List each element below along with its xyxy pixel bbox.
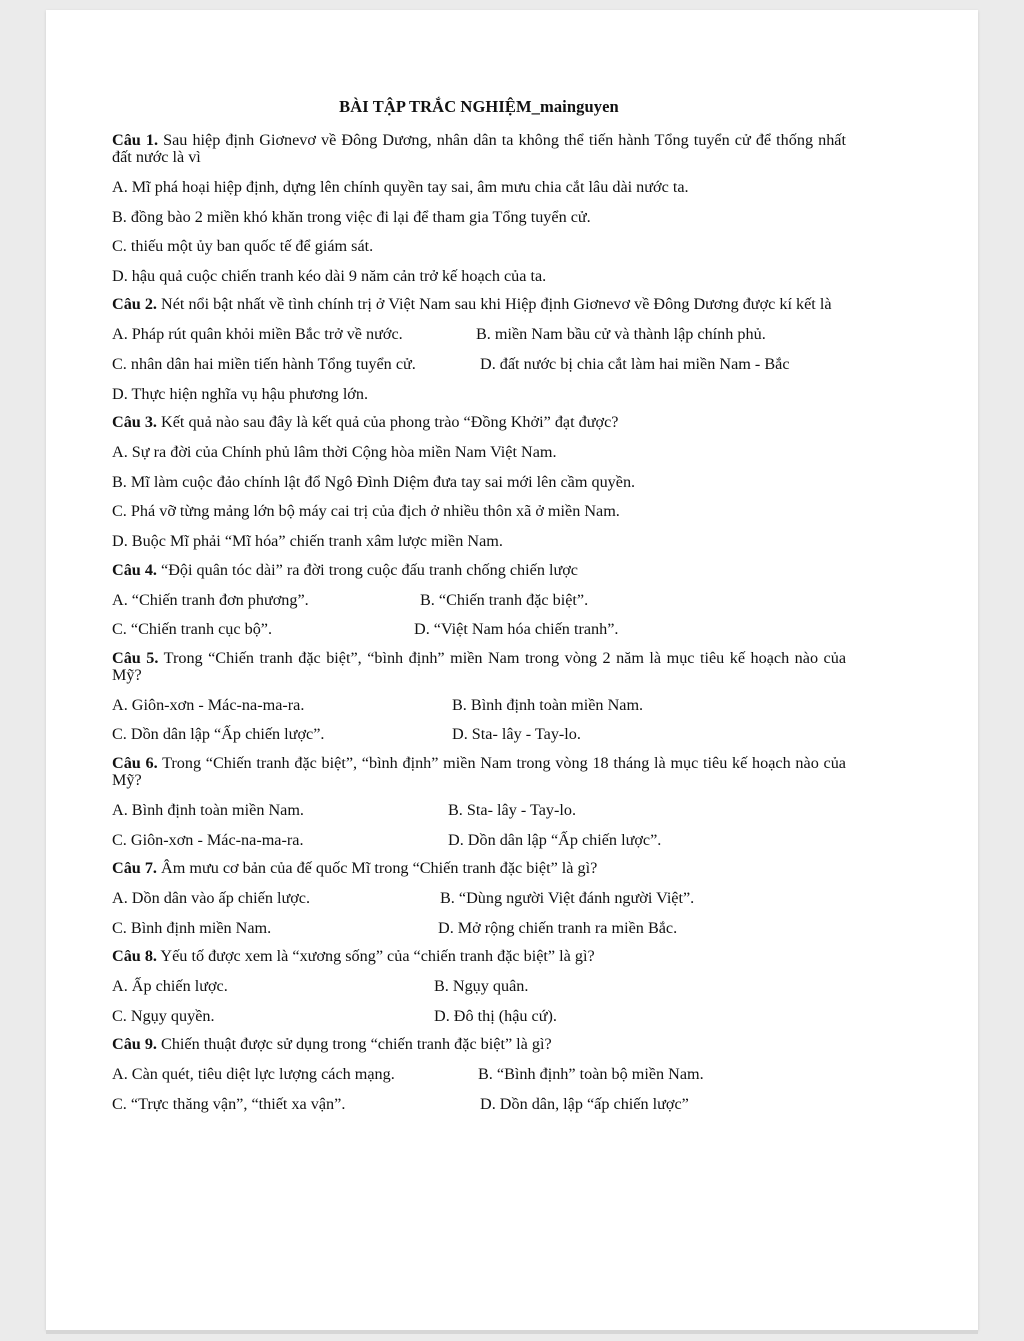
option-d: D. Dồn dân lập “Ấp chiến lược”. [448, 830, 662, 849]
option-c: C. “Trực thăng vận”, “thiết xa vận”. [112, 1095, 346, 1114]
question-6 [112, 755, 846, 789]
option-b: B. “Bình định” toàn bộ miền Nam. [478, 1065, 704, 1084]
page-bottom-edge [46, 1330, 978, 1334]
option-c: C. Bình định miền Nam. [112, 918, 272, 937]
option-a: A. Mĩ phá hoại hiệp định, dựng lên chính quyền tay sai, âm mưu chia cắt lâu dài nước ta. [112, 178, 689, 196]
question-number: Câu 5. [112, 648, 159, 667]
question-text: Kết quả nào sau đây là kết quả của phong trào “Đồng Khởi” đạt được? [156, 413, 619, 432]
option-d: D. Sta- lây - Tay-lo. [452, 725, 581, 744]
option-a: A. Bình định toàn miền Nam. [112, 800, 304, 819]
option-c: C. Ngụy quyền. [112, 1006, 215, 1025]
option-d: D. Buộc Mĩ phải “Mĩ hóa” chiến tranh xâm lược miền Nam. [112, 531, 503, 550]
option-a: A. Pháp rút quân khỏi miền Bắc trở về nước. [112, 325, 403, 344]
option-b: B. “Chiến tranh đặc biệt”. [420, 590, 589, 609]
option-c: C. Dồn dân lập “Ấp chiến lược”. [112, 725, 325, 744]
option-c: C. nhân dân hai miền tiến hành Tổng tuyển cử. [112, 354, 416, 373]
question-8 [112, 948, 846, 965]
option-d: D. hậu quả cuộc chiến tranh kéo dài 9 năm cản trở kế hoạch của ta. [112, 266, 547, 285]
question-3 [112, 414, 846, 431]
question-text: Chiến thuật được sử dụng trong “chiến tranh đặc biệt” là gì? [156, 1035, 552, 1054]
option-d: D. Dồn dân, lập “ấp chiến lược” [480, 1095, 689, 1114]
question-text: Yếu tố được xem là “xương sống” của “chiến tranh đặc biệt” là gì? [156, 947, 595, 966]
option-a: A. Sự ra đời của Chính phủ lâm thời Cộng hòa miền Nam Việt Nam. [112, 443, 557, 462]
option-b: B. “Dùng người Việt đánh người Việt”. [440, 889, 695, 908]
option-a: A. “Chiến tranh đơn phương”. [112, 590, 309, 609]
option-d: D. Mở rộng chiến tranh ra miền Bắc. [438, 918, 678, 937]
question-number: Câu 6. [112, 753, 158, 772]
option-b: B. Mĩ làm cuộc đảo chính lật đổ Ngô Đình Diệm đưa tay sai mới lên cầm quyền. [112, 472, 636, 491]
option-b: B. đồng bào 2 miền khó khăn trong việc đi lại để tham gia Tổng tuyển cử. [112, 207, 591, 226]
option-c: C. Phá vỡ từng mảng lớn bộ máy cai trị của địch ở nhiều thôn xã ở miền Nam. [112, 502, 620, 521]
question-4 [112, 562, 846, 579]
question-text: “Đội quân tóc dài” ra đời trong cuộc đấu tranh chống chiến lược [156, 560, 578, 579]
question-9 [112, 1036, 846, 1053]
option-b: B. Sta- lây - Tay-lo. [448, 800, 577, 819]
question-7 [112, 860, 846, 877]
document-content [112, 97, 846, 1125]
option-b: B. Bình định toàn miền Nam. [452, 695, 644, 714]
option-c: C. Giôn-xơn - Mác-na-ma-ra. [112, 830, 304, 849]
option-d: D. “Việt Nam hóa chiến tranh”. [414, 620, 619, 639]
question-2 [112, 296, 846, 313]
document-title: BÀI TẬP TRẮC NGHIỆM_mainguyen [339, 97, 619, 116]
option-d: D. Đô thị (hậu cứ). [434, 1006, 557, 1025]
question-number: Câu 2. [112, 295, 157, 314]
question-number: Câu 8. [112, 947, 157, 966]
option-c: C. thiếu một ủy ban quốc tế để giám sát. [112, 237, 374, 256]
question-text: Nét nổi bật nhất về tình chính trị ở Việt Nam sau khi Hiệp định Giơnevơ về Đông Dương được kí kết là [156, 295, 832, 314]
question-text: Trong “Chiến tranh đặc biệt”, “bình định” miền Nam trong vòng 18 tháng là mục tiêu kế hoạch nào của Mỹ? [112, 753, 846, 789]
option-b: B. Ngụy quân. [434, 977, 529, 996]
option-a: A. Giôn-xơn - Mác-na-ma-ra. [112, 695, 305, 714]
question-text: Âm mưu cơ bản của đế quốc Mĩ trong “Chiến tranh đặc biệt” là gì? [156, 859, 598, 878]
option-d: D. đất nước bị chia cắt làm hai miền Nam - Bắc [480, 354, 790, 373]
question-text: Trong “Chiến tranh đặc biệt”, “bình định” miền Nam trong vòng 2 năm là mục tiêu kế hoạch nào của Mỹ? [112, 648, 846, 684]
question-number: Câu 3. [112, 413, 157, 432]
option-d-extra: D. Thực hiện nghĩa vụ hậu phương lớn. [112, 384, 369, 403]
question-number: Câu 9. [112, 1035, 157, 1054]
option-a: A. Ấp chiến lược. [112, 977, 228, 996]
option-c: C. “Chiến tranh cục bộ”. [112, 620, 273, 639]
option-a: A. Càn quét, tiêu diệt lực lượng cách mạng. [112, 1065, 395, 1084]
option-b: B. miền Nam bầu cử và thành lập chính phủ. [476, 325, 766, 344]
question-text: Sau hiệp định Giơnevơ về Đông Dương, nhân dân ta không thể tiến hành Tổng tuyển cử để thống nhất đất nước là vì [112, 131, 846, 166]
option-a: A. Dồn dân vào ấp chiến lược. [112, 889, 311, 908]
question-number: Câu 7. [112, 859, 157, 878]
question-1 [112, 132, 846, 166]
question-number: Câu 1. [112, 131, 159, 149]
question-number: Câu 4. [112, 560, 157, 579]
question-5 [112, 650, 846, 684]
